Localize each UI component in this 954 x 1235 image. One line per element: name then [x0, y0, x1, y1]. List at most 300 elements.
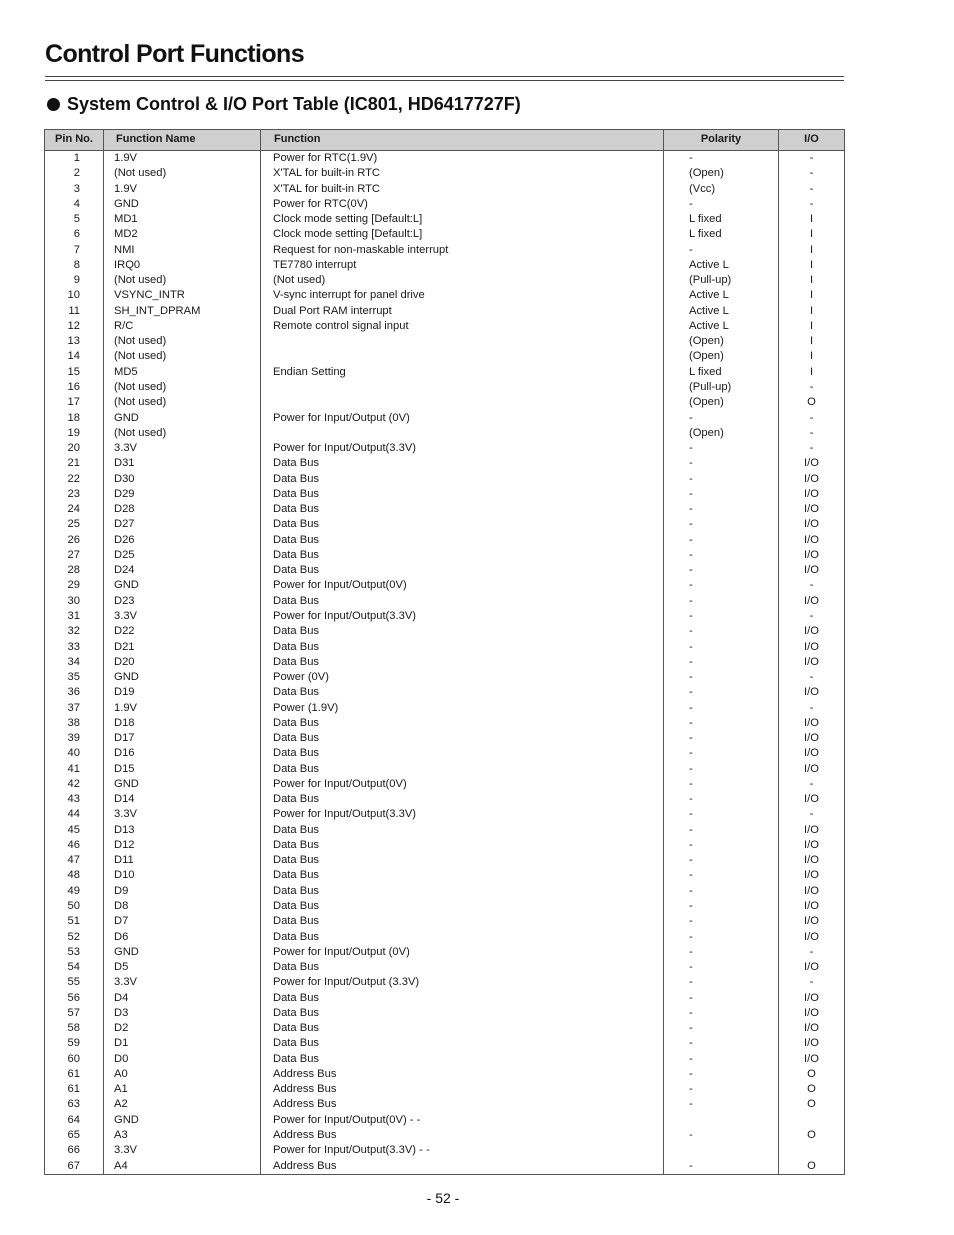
cell-function-name: D11 [104, 853, 261, 868]
cell-io: I/O [779, 823, 845, 838]
cell-function-name: D4 [104, 991, 261, 1006]
table-row [45, 899, 845, 914]
cell-polarity: L fixed [664, 227, 779, 242]
cell-pin-no: 20 [45, 441, 104, 456]
cell-io: I/O [779, 991, 845, 1006]
table-row [45, 212, 845, 227]
table-row [45, 472, 845, 487]
cell-io: I/O [779, 685, 845, 700]
cell-function: Dual Port RAM interrupt [261, 304, 664, 319]
cell-function-name: D30 [104, 472, 261, 487]
cell-function-name: D20 [104, 655, 261, 670]
cell-function: Power for Input/Output(3.3V) [261, 609, 664, 624]
cell-polarity: - [664, 838, 779, 853]
cell-io: - [779, 578, 845, 593]
table-row [45, 777, 845, 792]
cell-function-name: GND [104, 1113, 261, 1128]
cell-io: I/O [779, 914, 845, 929]
cell-io: I [779, 258, 845, 273]
header-polarity: Polarity [664, 130, 779, 151]
table-row [45, 640, 845, 655]
cell-polarity: - [664, 640, 779, 655]
cell-pin-no: 38 [45, 716, 104, 731]
cell-function: X'TAL for built-in RTC [261, 182, 664, 197]
cell-polarity: - [664, 792, 779, 807]
cell-function-name: VSYNC_INTR [104, 288, 261, 303]
table-row [45, 853, 845, 868]
cell-polarity: - [664, 517, 779, 532]
cell-function-name: GND [104, 777, 261, 792]
cell-polarity: - [664, 594, 779, 609]
cell-function: Power for Input/Output(3.3V) [261, 441, 664, 456]
cell-polarity: - [664, 456, 779, 471]
table-row [45, 914, 845, 929]
cell-function-name: D31 [104, 456, 261, 471]
cell-polarity: (Pull-up) [664, 273, 779, 288]
cell-pin-no: 32 [45, 624, 104, 639]
cell-io: - [779, 166, 845, 181]
cell-function-name: MD1 [104, 212, 261, 227]
table-header-row [45, 130, 845, 151]
cell-io: - [779, 670, 845, 685]
cell-function-name: (Not used) [104, 273, 261, 288]
table-row [45, 380, 845, 395]
cell-io: I/O [779, 960, 845, 975]
table-row [45, 395, 845, 410]
cell-function: Address Bus [261, 1067, 664, 1082]
cell-io: - [779, 975, 845, 990]
cell-function-name: D0 [104, 1052, 261, 1067]
cell-pin-no: 65 [45, 1128, 104, 1143]
cell-io: I/O [779, 472, 845, 487]
cell-io: I/O [779, 792, 845, 807]
cell-function-name: D25 [104, 548, 261, 563]
cell-pin-no: 54 [45, 960, 104, 975]
cell-pin-no: 49 [45, 884, 104, 899]
cell-polarity: L fixed [664, 365, 779, 380]
table-row [45, 1128, 845, 1143]
table-row [45, 411, 845, 426]
cell-function: Power for Input/Output (3.3V) [261, 975, 664, 990]
table-row [45, 243, 845, 258]
cell-function: Data Bus [261, 914, 664, 929]
cell-polarity: - [664, 578, 779, 593]
cell-pin-no: 60 [45, 1052, 104, 1067]
cell-pin-no: 30 [45, 594, 104, 609]
table-row [45, 365, 845, 380]
cell-function-name: 3.3V [104, 975, 261, 990]
cell-pin-no: 59 [45, 1036, 104, 1051]
cell-pin-no: 16 [45, 380, 104, 395]
table-row [45, 334, 845, 349]
cell-polarity: - [664, 1159, 779, 1175]
table-row [45, 258, 845, 273]
cell-polarity: - [664, 975, 779, 990]
table-header [45, 130, 845, 151]
table-row [45, 288, 845, 303]
cell-function-name: D13 [104, 823, 261, 838]
cell-function-name: GND [104, 578, 261, 593]
cell-function: Data Bus [261, 716, 664, 731]
cell-function-name: D29 [104, 487, 261, 502]
cell-polarity: - [664, 609, 779, 624]
cell-io: I/O [779, 1021, 845, 1036]
cell-function: Data Bus [261, 502, 664, 517]
cell-function: Data Bus [261, 991, 664, 1006]
cell-function-name: D19 [104, 685, 261, 700]
cell-io: I/O [779, 1036, 845, 1051]
cell-polarity: - [664, 670, 779, 685]
cell-io: - [779, 380, 845, 395]
table-row [45, 624, 845, 639]
table-row [45, 304, 845, 319]
cell-io: O [779, 1128, 845, 1143]
cell-polarity: - [664, 151, 779, 167]
cell-io: - [779, 701, 845, 716]
cell-function: Data Bus [261, 899, 664, 914]
cell-pin-no: 48 [45, 868, 104, 883]
cell-polarity: - [664, 914, 779, 929]
cell-function: Data Bus [261, 548, 664, 563]
cell-function-name: D24 [104, 563, 261, 578]
cell-polarity: - [664, 884, 779, 899]
table-row [45, 166, 845, 181]
cell-function: V-sync interrupt for panel drive [261, 288, 664, 303]
cell-io: - [779, 197, 845, 212]
title-rule-bottom [45, 80, 844, 81]
cell-pin-no: 35 [45, 670, 104, 685]
cell-pin-no: 58 [45, 1021, 104, 1036]
cell-polarity: - [664, 868, 779, 883]
cell-polarity: (Open) [664, 426, 779, 441]
cell-io: I [779, 288, 845, 303]
cell-function: Data Bus [261, 868, 664, 883]
cell-function: Address Bus [261, 1128, 664, 1143]
cell-io: I/O [779, 762, 845, 777]
cell-function: Address Bus [261, 1159, 664, 1175]
cell-function-name: D14 [104, 792, 261, 807]
cell-function [261, 395, 664, 410]
bullet-icon [47, 98, 60, 111]
cell-function-name: (Not used) [104, 426, 261, 441]
cell-io: - [779, 182, 845, 197]
table-row [45, 670, 845, 685]
table-row [45, 1006, 845, 1021]
header-function-name: Function Name [104, 130, 261, 151]
cell-pin-no: 21 [45, 456, 104, 471]
table-row [45, 517, 845, 532]
cell-function-name: D28 [104, 502, 261, 517]
cell-pin-no: 23 [45, 487, 104, 502]
cell-pin-no: 11 [45, 304, 104, 319]
cell-io: - [779, 411, 845, 426]
cell-function-name: D10 [104, 868, 261, 883]
cell-io: O [779, 395, 845, 410]
cell-pin-no: 29 [45, 578, 104, 593]
cell-polarity: - [664, 991, 779, 1006]
cell-function: Power for RTC(0V) [261, 197, 664, 212]
cell-io: I [779, 319, 845, 334]
cell-pin-no: 6 [45, 227, 104, 242]
cell-function-name: 3.3V [104, 1143, 261, 1158]
cell-function-name: GND [104, 411, 261, 426]
title-rule-top [45, 76, 844, 77]
cell-io: I/O [779, 838, 845, 853]
cell-function-name: D22 [104, 624, 261, 639]
table-row [45, 548, 845, 563]
cell-function-name: 3.3V [104, 807, 261, 822]
cell-function: Data Bus [261, 517, 664, 532]
cell-pin-no: 5 [45, 212, 104, 227]
cell-polarity: - [664, 853, 779, 868]
cell-polarity: - [664, 777, 779, 792]
cell-function: X'TAL for built-in RTC [261, 166, 664, 181]
table-body [45, 151, 845, 1175]
cell-function: Data Bus [261, 456, 664, 471]
cell-pin-no: 46 [45, 838, 104, 853]
cell-function-name: A0 [104, 1067, 261, 1082]
cell-pin-no: 57 [45, 1006, 104, 1021]
cell-function: Power for Input/Output(0V) - - [261, 1113, 664, 1128]
cell-function-name: (Not used) [104, 349, 261, 364]
cell-polarity [664, 1113, 779, 1128]
cell-pin-no: 3 [45, 182, 104, 197]
cell-io: I/O [779, 640, 845, 655]
table-row [45, 945, 845, 960]
cell-polarity: - [664, 1036, 779, 1051]
table-row [45, 762, 845, 777]
cell-function-name: 3.3V [104, 441, 261, 456]
cell-function: Data Bus [261, 930, 664, 945]
cell-function: Data Bus [261, 1036, 664, 1051]
cell-function-name: D15 [104, 762, 261, 777]
cell-function: Data Bus [261, 746, 664, 761]
cell-function-name: D3 [104, 1006, 261, 1021]
cell-function: Data Bus [261, 853, 664, 868]
cell-function: Data Bus [261, 594, 664, 609]
cell-io: I [779, 365, 845, 380]
table-row [45, 685, 845, 700]
cell-polarity: - [664, 548, 779, 563]
cell-function: Data Bus [261, 487, 664, 502]
cell-io: - [779, 945, 845, 960]
table-row [45, 701, 845, 716]
cell-io: I/O [779, 548, 845, 563]
table-row [45, 655, 845, 670]
table-row [45, 1143, 845, 1158]
cell-polarity: Active L [664, 319, 779, 334]
cell-polarity: (Open) [664, 334, 779, 349]
cell-function-name: IRQ0 [104, 258, 261, 273]
table-row [45, 838, 845, 853]
cell-polarity: - [664, 731, 779, 746]
cell-pin-no: 36 [45, 685, 104, 700]
cell-function: Data Bus [261, 655, 664, 670]
cell-pin-no: 44 [45, 807, 104, 822]
table-row [45, 594, 845, 609]
cell-pin-no: 64 [45, 1113, 104, 1128]
cell-io: - [779, 807, 845, 822]
cell-function: Clock mode setting [Default:L] [261, 212, 664, 227]
cell-pin-no: 22 [45, 472, 104, 487]
cell-io: I/O [779, 1006, 845, 1021]
table-row [45, 823, 845, 838]
cell-function: Request for non-maskable interrupt [261, 243, 664, 258]
cell-function: Data Bus [261, 792, 664, 807]
cell-polarity: (Open) [664, 395, 779, 410]
cell-io: I/O [779, 930, 845, 945]
section-heading-text: System Control & I/O Port Table (IC801, HD6417727F) [67, 94, 521, 114]
cell-function-name: A1 [104, 1082, 261, 1097]
cell-io: I/O [779, 731, 845, 746]
cell-function-name: GND [104, 670, 261, 685]
cell-io: I/O [779, 868, 845, 883]
table-row [45, 868, 845, 883]
cell-polarity: Active L [664, 258, 779, 273]
cell-pin-no: 43 [45, 792, 104, 807]
table-row [45, 1113, 845, 1128]
cell-pin-no: 63 [45, 1097, 104, 1112]
cell-pin-no: 39 [45, 731, 104, 746]
page-title: Control Port Functions [45, 40, 304, 68]
table-row [45, 533, 845, 548]
cell-function: Address Bus [261, 1097, 664, 1112]
cell-function: TE7780 interrupt [261, 258, 664, 273]
cell-function: Data Bus [261, 624, 664, 639]
header-function: Function [261, 130, 664, 151]
cell-io: I [779, 273, 845, 288]
table-row [45, 182, 845, 197]
cell-polarity: - [664, 1052, 779, 1067]
cell-function-name: (Not used) [104, 334, 261, 349]
cell-function-name: (Not used) [104, 395, 261, 410]
cell-function: Data Bus [261, 731, 664, 746]
cell-io: I [779, 212, 845, 227]
cell-polarity: - [664, 701, 779, 716]
cell-pin-no: 12 [45, 319, 104, 334]
cell-function-name: R/C [104, 319, 261, 334]
cell-polarity: - [664, 960, 779, 975]
cell-pin-no: 14 [45, 349, 104, 364]
table-row [45, 609, 845, 624]
cell-io: I/O [779, 884, 845, 899]
cell-function: Remote control signal input [261, 319, 664, 334]
table-row [45, 227, 845, 242]
cell-function-name: (Not used) [104, 166, 261, 181]
cell-function: Data Bus [261, 533, 664, 548]
cell-io: I/O [779, 594, 845, 609]
cell-function [261, 349, 664, 364]
cell-function-name: 1.9V [104, 151, 261, 167]
table-row [45, 792, 845, 807]
cell-io: O [779, 1067, 845, 1082]
cell-function: Power (0V) [261, 670, 664, 685]
cell-function: Data Bus [261, 1052, 664, 1067]
cell-io: I/O [779, 624, 845, 639]
cell-pin-no: 1 [45, 151, 104, 167]
cell-pin-no: 15 [45, 365, 104, 380]
page-number: - 52 - [426, 1190, 460, 1206]
table-row [45, 197, 845, 212]
cell-pin-no: 2 [45, 166, 104, 181]
cell-polarity: - [664, 1128, 779, 1143]
table-row [45, 1036, 845, 1051]
cell-pin-no: 50 [45, 899, 104, 914]
table-row [45, 975, 845, 990]
cell-function: Endian Setting [261, 365, 664, 380]
cell-io: I/O [779, 1052, 845, 1067]
cell-io: I [779, 227, 845, 242]
cell-function-name: D18 [104, 716, 261, 731]
cell-pin-no: 52 [45, 930, 104, 945]
cell-pin-no: 26 [45, 533, 104, 548]
cell-io: I [779, 304, 845, 319]
cell-polarity: (Pull-up) [664, 380, 779, 395]
cell-polarity: - [664, 1097, 779, 1112]
cell-pin-no: 61 [45, 1067, 104, 1082]
cell-function-name: 1.9V [104, 182, 261, 197]
cell-pin-no: 10 [45, 288, 104, 303]
cell-pin-no: 17 [45, 395, 104, 410]
cell-io [779, 1113, 845, 1128]
cell-io: - [779, 426, 845, 441]
cell-function: Power for Input/Output(3.3V) [261, 807, 664, 822]
cell-function-name: D27 [104, 517, 261, 532]
table-row [45, 1097, 845, 1112]
cell-pin-no: 28 [45, 563, 104, 578]
table-row [45, 456, 845, 471]
table-row [45, 807, 845, 822]
cell-io: I/O [779, 899, 845, 914]
cell-function-name: D2 [104, 1021, 261, 1036]
cell-io: I/O [779, 487, 845, 502]
table-row [45, 349, 845, 364]
cell-io: I/O [779, 502, 845, 517]
table-row [45, 151, 845, 167]
table-row [45, 960, 845, 975]
cell-polarity: - [664, 533, 779, 548]
cell-function: Power for Input/Output(0V) [261, 578, 664, 593]
cell-function: Power for Input/Output(3.3V) - - [261, 1143, 664, 1158]
cell-pin-no: 53 [45, 945, 104, 960]
cell-io: I/O [779, 853, 845, 868]
cell-io: - [779, 151, 845, 167]
cell-io: I/O [779, 655, 845, 670]
cell-function [261, 380, 664, 395]
cell-function [261, 426, 664, 441]
cell-pin-no: 47 [45, 853, 104, 868]
cell-pin-no: 67 [45, 1159, 104, 1175]
cell-polarity: - [664, 762, 779, 777]
cell-function: Power for Input/Output (0V) [261, 945, 664, 960]
cell-polarity: - [664, 487, 779, 502]
cell-function: Data Bus [261, 563, 664, 578]
cell-polarity: L fixed [664, 212, 779, 227]
cell-function: Data Bus [261, 960, 664, 975]
table-row [45, 1067, 845, 1082]
header-pin-no: Pin No. [45, 130, 104, 151]
cell-io [779, 1143, 845, 1158]
cell-function-name: A2 [104, 1097, 261, 1112]
cell-function: Data Bus [261, 1021, 664, 1036]
cell-pin-no: 31 [45, 609, 104, 624]
cell-io: I/O [779, 517, 845, 532]
cell-polarity: - [664, 472, 779, 487]
cell-polarity [664, 1143, 779, 1158]
cell-polarity: - [664, 655, 779, 670]
table-row [45, 578, 845, 593]
cell-pin-no: 27 [45, 548, 104, 563]
